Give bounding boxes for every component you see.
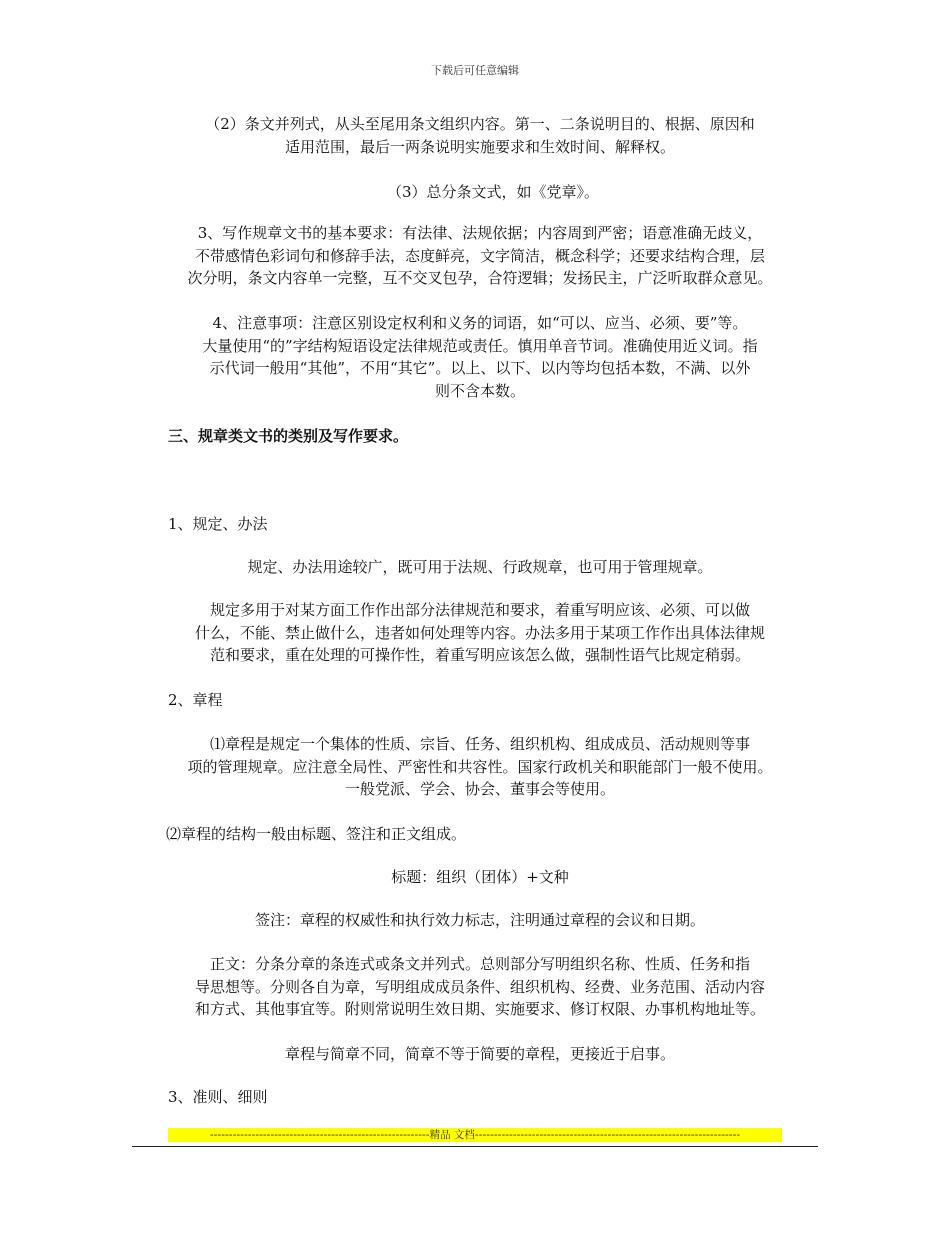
paragraph-total-sub: （3）总分条文式，如《党章》。 [386, 183, 600, 201]
text-line: 范和要求，重在处理的可操作性，着重写明应该怎么做，强制性语气比规定稍弱。 [209, 646, 750, 664]
paragraph-clause-parallel [138, 113, 822, 158]
page-header: 下载后可任意编辑 [431, 64, 519, 77]
text-line: 4、注意事项：注意区别设定权利和义务的词语，如“可以、应当、必须、要”等。 [212, 314, 748, 332]
text-line: 正文：分条分章的条连式或条文并列式。总则部分写明组织名称、性质、任务和指 [209, 955, 750, 973]
paragraph-charter-body [138, 953, 822, 1021]
paragraph-charter-vs-brief: 章程与简章不同，简章不等于简要的章程，更接近于启事。 [284, 1045, 675, 1063]
paragraph-charter-signature: 签注：章程的权威性和执行效力标志，注明通过章程的会议和日期。 [254, 911, 705, 929]
paragraph-charter-definition [138, 733, 822, 801]
text-line: 和方式、其他事宜等。附则常说明生效日期、实施要求、修订权限、办事机构地址等。 [194, 1000, 765, 1018]
text-line: 大量使用“的”字结构短语设定法律规范或责任。慎用单音节词。准确使用近义词。指 [202, 336, 758, 355]
paragraph-charter-title: 标题：组织（团体）+文种 [391, 868, 569, 886]
text-line: 项的管理规章。应注意全局性、严密性和共容性。国家行政机关和职能部门一般不使用。 [187, 757, 773, 776]
subheading-charter: 2、章程 [168, 691, 223, 709]
text-line: 则不含本数。 [434, 381, 525, 400]
paragraph-charter-structure: ⑵章程的结构一般由标题、签注和正文组成。 [166, 825, 467, 843]
paragraph-basic-requirements [138, 222, 822, 290]
footer-divider [132, 1146, 818, 1147]
text-line: 3、写作规章文书的基本要求：有法律、法规依据；内容周到严密；语意准确无歧义， [197, 224, 763, 242]
text-line: 一般党派、学会、协会、董事会等使用。 [344, 780, 615, 798]
text-line: 示代词一般用“其他”，不用“其它”。以上、以下、以内等均包括本数，不满、以外 [209, 359, 751, 377]
paragraph-rules-usage: 规定、办法用途较广，既可用于法规、行政规章，也可用于管理规章。 [247, 558, 713, 576]
text-line: （2）条文并列式，从头至尾用条文组织内容。第一、二条说明目的、根据、原因和 [205, 115, 755, 133]
text-line: 什么，不能、禁止做什么，违者如何处理等内容。办法多用于某项工作作出具体法律规 [194, 623, 765, 642]
paragraph-notes [138, 312, 822, 402]
text-line: 适用范围，最后一两条说明实施要求和生效时间、解释权。 [284, 137, 675, 156]
section-heading: 三、规章类文书的类别及写作要求。 [168, 427, 409, 445]
subheading-rules-measures: 1、规定、办法 [168, 515, 268, 533]
text-line: 规定多用于对某方面工作作出部分法律规范和要求，着重写明应该、必须、可以做 [209, 601, 750, 619]
text-line: 导思想等。分则各自为章，写明组成成员条件、组织机构、经费、业务范围、活动内容 [194, 977, 765, 996]
text-line: ⑴章程是规定一个集体的性质、宗旨、任务、组织机构、组成成员、活动规则等事 [209, 735, 750, 753]
text-line: 次分明，条文内容单一完整，互不交叉包孕，合符逻辑；发扬民主，广泛听取群众意见。 [187, 269, 773, 287]
footer-banner: ----------------------------------------------------------精品 文档---------------------------------------------------------------------- [168, 1128, 782, 1142]
paragraph-rules-detail [138, 599, 822, 667]
text-line: 不带感情色彩词句和修辞手法，态度鲜亮，文字简洁，概念科学；还要求结构合理，层 [194, 246, 765, 265]
subheading-guidelines: 3、准则、细则 [168, 1088, 268, 1106]
